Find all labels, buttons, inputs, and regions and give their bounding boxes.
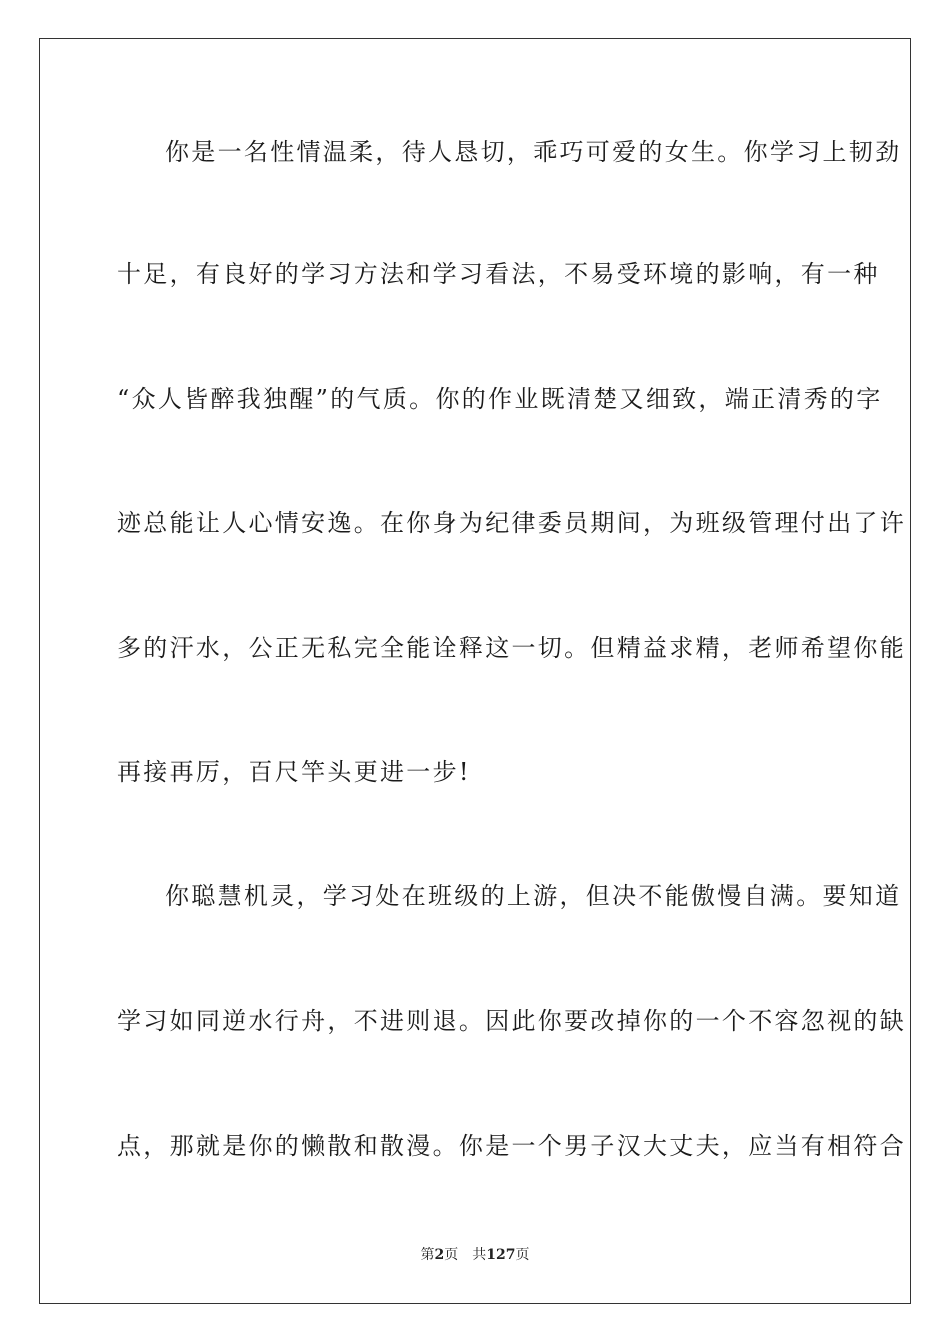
footer-middle: 页 共 — [444, 1247, 487, 1263]
paragraph-line: 多的汗水，公正无私完全能诠释这一切。但精益求精，老师希望你能 — [117, 634, 906, 662]
page-border — [39, 38, 911, 1304]
current-page-number: 2 — [434, 1247, 445, 1263]
paragraph-line: 再接再厉，百尺竿头更进一步! — [117, 758, 471, 786]
footer-suffix: 页 — [515, 1247, 530, 1263]
total-page-count: 127 — [486, 1247, 516, 1263]
paragraph-line: 你聪慧机灵，学习处在班级的上游，但决不能傲慢自满。要知道 — [165, 882, 902, 910]
paragraph-line: 点，那就是你的懒散和散漫。你是一个男子汉大丈夫，应当有相符合 — [117, 1132, 906, 1160]
paragraph-line: “众人皆醉我独醒”的气质。你的作业既清楚又细致，端正清秀的字 — [117, 385, 883, 413]
paragraph-line: 你是一名性情温柔，待人恳切，乖巧可爱的女生。你学习上韧劲 — [165, 138, 902, 166]
page-footer — [0, 1246, 950, 1264]
paragraph-line: 学习如同逆水行舟，不进则退。因此你要改掉你的一个不容忽视的缺 — [117, 1007, 906, 1035]
paragraph-line: 迹总能让人心情安逸。在你身为纪律委员期间，为班级管理付出了许 — [117, 509, 906, 537]
footer-prefix: 第 — [420, 1247, 435, 1263]
paragraph-line: 十足，有良好的学习方法和学习看法，不易受环境的影响，有一种 — [117, 260, 880, 288]
